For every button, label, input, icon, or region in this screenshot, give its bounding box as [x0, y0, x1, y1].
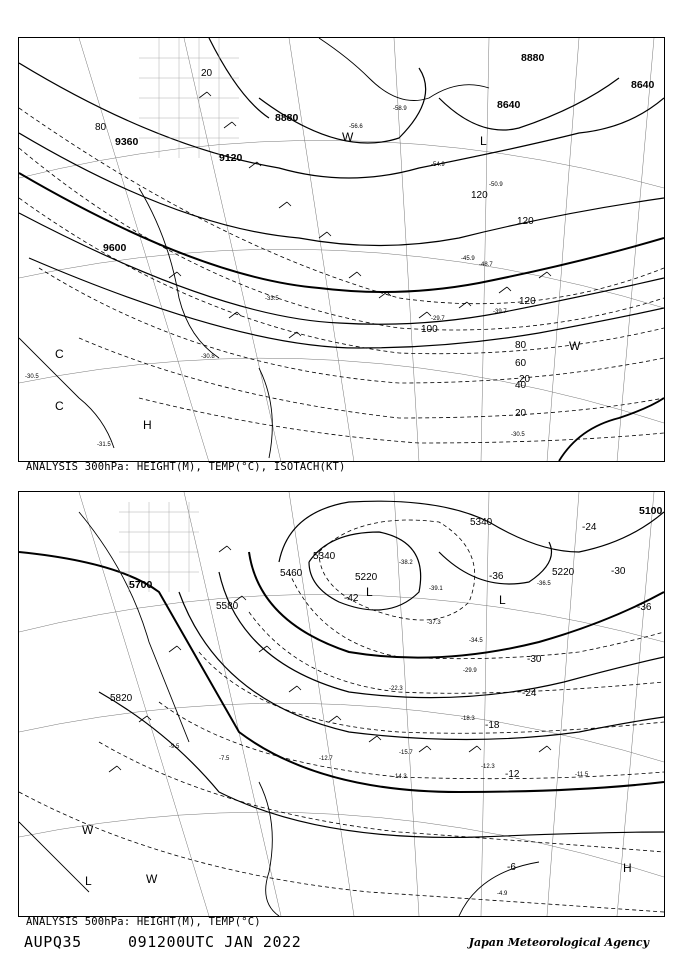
chart-code: AUPQ35: [24, 933, 82, 951]
isotach-label: 60: [515, 358, 527, 369]
isotach-label: 40: [515, 380, 527, 391]
height-label: 9600: [103, 242, 127, 254]
isotach-label: 20: [201, 68, 213, 79]
height-label: 5220: [355, 572, 378, 583]
station-temp: -15.7: [399, 750, 413, 756]
station-temp: -12.3: [481, 764, 495, 770]
station-temp: -39.7: [493, 309, 507, 315]
warm-center: W: [82, 823, 94, 837]
station-temp: -29.7: [431, 316, 445, 322]
isotherm-label: -18: [485, 720, 500, 731]
isotherm-label: -30: [611, 566, 626, 577]
height-label: 8640: [631, 79, 655, 91]
isotach-label: 20: [515, 408, 527, 419]
isotherm-label: -12: [505, 769, 520, 780]
station-temp: -9.5: [169, 744, 180, 750]
station-temp: -58.9: [393, 106, 407, 112]
station-temp: -14.3: [393, 774, 407, 780]
isotherm-label: -36: [637, 602, 652, 613]
isotherm-label: -36: [489, 571, 504, 582]
isotherm-label: -6: [507, 862, 516, 873]
high-pressure-center: H: [623, 861, 632, 875]
station-temp: -30.5: [511, 432, 525, 438]
isotherm-label: -24: [582, 522, 597, 533]
height-contours: [19, 501, 664, 837]
station-temp: -48.7: [479, 262, 493, 268]
isotherm-label: -42: [344, 593, 359, 604]
station-temp: -38.2: [399, 560, 413, 566]
low-pressure-center: L: [85, 874, 92, 888]
warm-center: W: [342, 130, 354, 144]
station-temp: -50.9: [489, 182, 503, 188]
isotherm-label: -30: [527, 654, 542, 665]
height-label: 5220: [552, 567, 575, 578]
station-temp: -18.3: [461, 716, 475, 722]
height-label: 8880: [275, 112, 299, 124]
isotherms: [19, 520, 664, 912]
low-center: L: [480, 134, 487, 148]
isotach-label: 20: [519, 374, 531, 385]
agency-name: Japan Meteorological Agency: [468, 936, 649, 949]
station-temp: -30.8: [201, 354, 215, 360]
coastlines: [19, 512, 539, 916]
station-temp: -30.5: [25, 374, 39, 380]
map-300hpa-svg: [19, 38, 664, 462]
height-label: 5340: [313, 551, 336, 562]
station-temp: -34.5: [469, 638, 483, 644]
map-500hpa: [18, 491, 665, 917]
height-label: 5820: [110, 693, 133, 704]
station-temp: -31.5: [97, 442, 111, 448]
station-temp: -7.5: [219, 756, 230, 762]
station-temp: -37.3: [427, 620, 441, 626]
station-temp: -56.6: [349, 124, 363, 130]
height-label: 5580: [216, 601, 239, 612]
station-temp: -33.5: [265, 296, 279, 302]
station-temp: -11.5: [575, 772, 589, 778]
isotach-label: 100: [421, 324, 438, 335]
graticule: [19, 492, 664, 916]
station-temp: -36.5: [537, 581, 551, 587]
isotherm-label: -24: [522, 688, 537, 699]
station-temp: -29.9: [463, 668, 477, 674]
station-temp: -12.7: [319, 756, 333, 762]
map-300hpa-caption: ANALYSIS 300hPa: HEIGHT(M), TEMP(°C), ISOTACH(KT): [26, 461, 346, 473]
isotach-label: 120: [471, 190, 488, 201]
height-label: 9120: [219, 152, 243, 164]
cold-center: C: [55, 399, 64, 413]
height-label: 8880: [521, 52, 545, 64]
isotach-label: 80: [515, 340, 527, 351]
station-temp: -4.9: [497, 891, 508, 897]
height-label: 5340: [470, 517, 493, 528]
map-300hpa: [18, 37, 665, 462]
station-temp: -45.9: [461, 256, 475, 262]
hatched-area: [139, 38, 239, 158]
high-pressure-center: H: [143, 418, 152, 432]
height-label: 5100: [639, 505, 663, 517]
station-temp: -54.9: [431, 162, 445, 168]
height-label: 8640: [497, 99, 521, 111]
station-temp: -22.3: [389, 686, 403, 692]
height-label: 5700: [129, 579, 153, 591]
isotach-label: 120: [519, 296, 536, 307]
station-temp: -39.1: [429, 586, 443, 592]
low-pressure-center: L: [499, 593, 506, 607]
map-500hpa-caption: ANALYSIS 500hPa: HEIGHT(M), TEMP(°C): [26, 916, 261, 928]
isotach-label: 120: [517, 216, 534, 227]
low-pressure-center: L: [366, 585, 373, 599]
height-label: 9360: [115, 136, 139, 148]
warm-center: W: [146, 872, 158, 886]
warm-center: W: [569, 339, 581, 353]
map-500hpa-svg: [19, 492, 664, 916]
issue-time: 091200UTC JAN 2022: [128, 933, 302, 951]
isotach-label: 80: [95, 122, 107, 133]
height-label: 5460: [280, 568, 303, 579]
cold-center: C: [55, 347, 64, 361]
